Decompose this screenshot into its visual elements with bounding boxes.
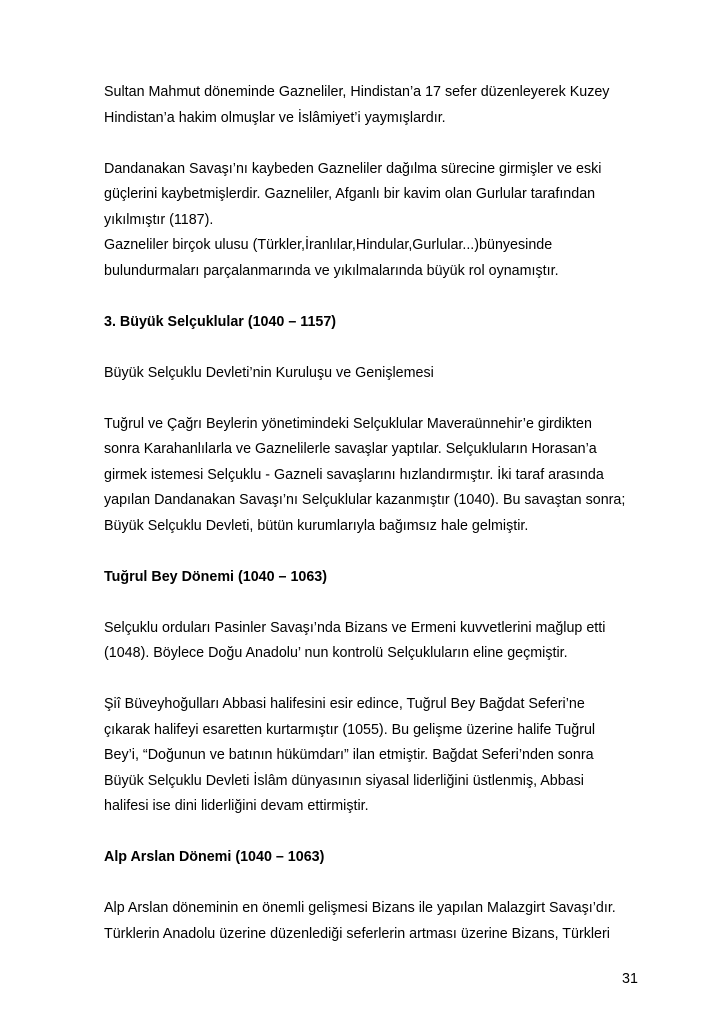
section-heading-tugrul-bey: Tuğrul Bey Dönemi (1040 – 1063) <box>104 568 328 585</box>
paragraph-gazneliler-decline <box>104 157 644 285</box>
section-heading-buyuk-selcuklular: 3. Büyük Selçuklular (1040 – 1157) <box>104 313 337 330</box>
text-line: Gazneliler birçok ulusu (Türkler,İranlılar,Hindular,Gurlular...)bünyesinde <box>104 237 553 253</box>
page-number: 31 <box>622 971 638 987</box>
text-line: Büyük Selçuklu Devleti İslâm dünyasının siyasal liderliğini üstlenmiş, Abbasi <box>104 772 584 789</box>
text-line: yıkılmıştır (1187). <box>104 211 214 228</box>
text-line: Büyük Selçuklu Devleti’nin Kuruluşu ve Genişlemesi <box>104 364 434 381</box>
text-line: güçlerini kaybetmişlerdir. Gazneliler, Afganlı bir kavim olan Gurlular tarafından <box>104 186 596 202</box>
text-line: Büyük Selçuklu Devleti, bütün kurumlarıyla bağımsız hale gelmiştir. <box>104 517 529 534</box>
text-line: Türklerin Anadolu üzerine düzenlediği seferlerin artması üzerine Bizans, Türkleri <box>104 925 610 942</box>
text-line: sonra Karahanlılarla ve Gaznelilerle savaşlar yaptılar. Selçukluların Horasan’a <box>104 441 597 457</box>
paragraph-bagdat-seferi <box>104 692 644 820</box>
paragraph-kurulus <box>104 412 644 540</box>
text-line: Şiî Büveyhoğulları Abbasi halifesini esir edince, Tuğrul Bey Bağdat Seferi’ne <box>104 696 585 712</box>
text-line: Dandanakan Savaşı’nı kaybeden Gazneliler dağılma sürecine girmişler ve eski <box>104 160 602 177</box>
text-line: (1048). Böylece Doğu Anadolu’ nun kontrolü Selçukluların eline geçmiştir. <box>104 645 568 661</box>
text-line: Selçuklu orduları Pasinler Savaşı’nda Bizans ve Ermeni kuvvetlerini mağlup etti <box>104 619 606 636</box>
paragraph-pasinler <box>104 616 644 667</box>
text-line: girmek istemesi Selçuklu - Gazneli savaşlarını hızlandırmıştır. İki taraf arasında <box>104 466 604 483</box>
text-line: yapılan Dandanakan Savaşı’nı Selçuklular kazanmıştır (1040). Bu savaştan sonra; <box>104 492 626 508</box>
text-line: Bey’i, “Doğunun ve batının hükümdarı” ilan etmiştir. Bağdat Seferi’nden sonra <box>104 747 594 763</box>
section-heading-alp-arslan: Alp Arslan Dönemi (1040 – 1063) <box>104 849 325 865</box>
text-line: Alp Arslan döneminin en önemli gelişmesi Bizans ile yapılan Malazgirt Savaşı’dır. <box>104 900 616 916</box>
text-line: çıkarak halifeyi esaretten kurtarmıştır (1055). Bu gelişme üzerine halife Tuğrul <box>104 721 596 738</box>
paragraph-malazgirt <box>104 896 644 947</box>
paragraph-gazneliler-india <box>104 80 644 131</box>
text-line: halifesi ise dini liderliğini devam ettirmiştir. <box>104 798 369 814</box>
text-line: Hindistan’a hakim olmuşlar ve İslâmiyet’i yaymışlardır. <box>104 109 446 126</box>
text-line: bulundurmaları parçalanmarında ve yıkılmalarında büyük rol oynamıştır. <box>104 262 559 279</box>
subtitle-kurulus <box>104 361 644 387</box>
text-line: Sultan Mahmut döneminde Gazneliler, Hindistan’a 17 sefer düzenleyerek Kuzey <box>104 84 610 100</box>
document-page <box>104 80 644 947</box>
text-line: Tuğrul ve Çağrı Beylerin yönetimindeki Selçuklular Maveraünnehir’e girdikten <box>104 415 592 432</box>
